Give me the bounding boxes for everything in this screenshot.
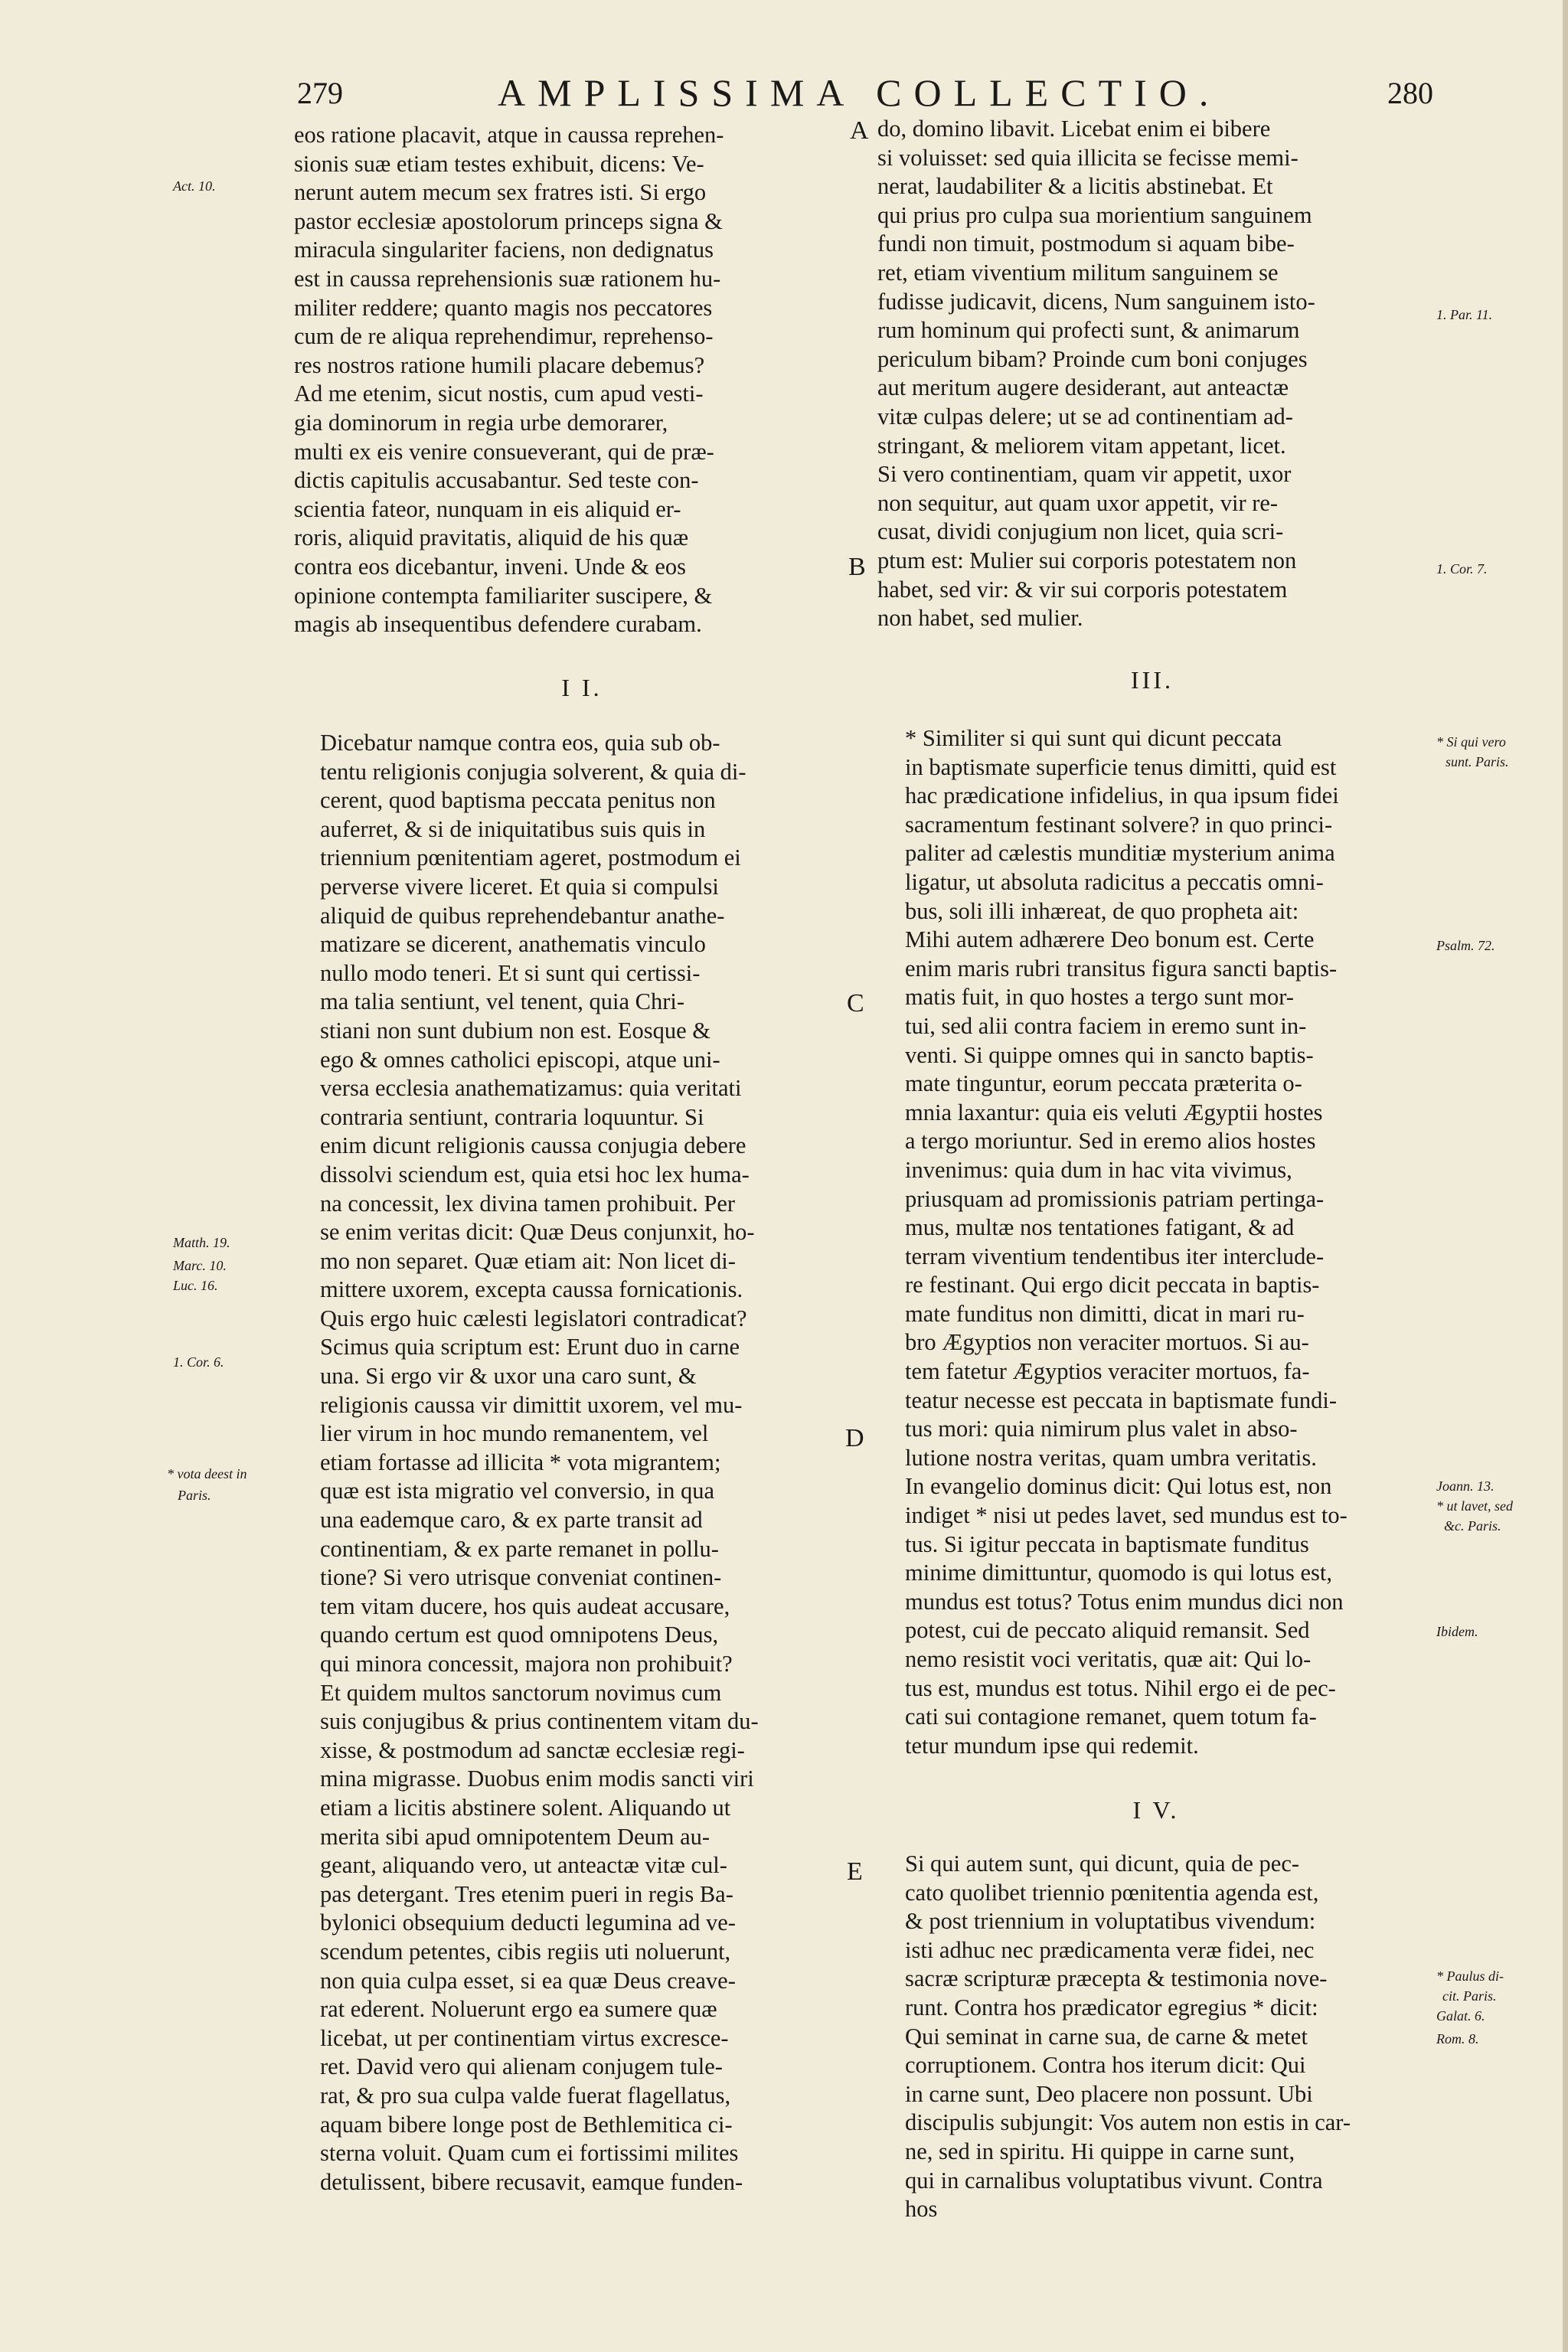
right-column-section-iv (877, 1850, 1435, 2224)
text-line: a tergo moriuntur. Sed in eremo alios hostes (905, 1128, 1316, 1155)
text-line: gia dominorum in regia urbe demorarer, (294, 409, 668, 436)
text-line: mundus est totus? Totus enim mundus dici non (905, 1588, 1344, 1615)
text-line: se enim veritas dicit: Quæ Deus conjunxit, ho- (320, 1219, 755, 1246)
page-number-right: 280 (1387, 76, 1433, 110)
text-line: ptum est: Mulier sui corporis potestatem non (877, 547, 1297, 573)
text-line: bus, soli illi inhæreat, de quo propheta ait: (905, 897, 1299, 924)
margin-note: Matth. 19. (173, 1235, 230, 1250)
text-line: ma talia sentiunt, vel tenent, quia Chri- (320, 988, 685, 1015)
text-line: rat, & pro sua culpa valde fuerat flagellatus, (320, 2082, 731, 2109)
margin-note: * Paulus di- (1436, 1968, 1504, 1984)
text-line: nullo modo teneri. Et si sunt qui certissi- (320, 959, 701, 986)
text-line: roris, aliquid pravitatis, aliquid de his quæ (294, 524, 689, 551)
text-line: tetur mundum ipse qui redemit. (905, 1732, 1199, 1759)
text-line: Si qui autem sunt, qui dicunt, quia de pec- (905, 1851, 1300, 1877)
margin-note: * Si qui vero (1436, 734, 1506, 750)
text-line: hac prædicatione infidelius, in qua ipsum fidei (905, 782, 1339, 809)
text-line: Ad me etenim, sicut nostis, cum apud vesti- (294, 381, 704, 407)
text-line: ne, sed in spiritu. Hi quippe in carne sunt, (905, 2138, 1295, 2164)
text-line: perverse vivere liceret. Et quia si compulsi (320, 873, 719, 900)
text-line: qui prius pro culpa sua morientium sanguinem (877, 201, 1312, 228)
margin-note: Act. 10. (173, 178, 216, 194)
text-line: Scimus quia scriptum est: Erunt duo in carne (320, 1334, 740, 1361)
paragraph (292, 729, 848, 2197)
text-line: matis fuit, in quo hostes a tergo sunt mor- (905, 984, 1294, 1011)
text-line: enim dicunt religionis caussa conjugia debere (320, 1132, 746, 1159)
text-line: & post triennium in voluptatibus vivendum: (905, 1908, 1316, 1935)
text-line: rat ederent. Noluerunt ergo ea sumere quæ (320, 1996, 717, 2023)
text-line: merita sibi apud omnipotentem Deum au- (320, 1823, 710, 1850)
text-line: una eademque caro, & ex parte transit ad (320, 1507, 703, 1534)
section-marker-d: D (845, 1424, 864, 1452)
text-line: mate tinguntur, eorum peccata præterita o- (905, 1070, 1302, 1097)
text-line: xisse, & postmodum ad sanctæ ecclesiæ regi- (320, 1736, 745, 1763)
text-line: contraria sentiunt, contraria loquuntur. Si (320, 1103, 704, 1130)
margin-note: Rom. 8. (1436, 2031, 1479, 2047)
text-line: in baptismate superficie tenus dimitti, quid est (905, 753, 1337, 780)
margin-note: Joann. 13. (1436, 1478, 1494, 1494)
text-line: in carne sunt, Deo placere non possunt. Ubi (905, 2080, 1313, 2107)
paragraph (877, 1850, 1435, 2224)
text-line: do, domino libavit. Licebat enim ei bibere (877, 116, 1271, 142)
text-line: Mihi autem adhærere Deo bonum est. Certe (905, 926, 1315, 953)
text-line: etiam a licitis abstinere solent. Aliquando ut (320, 1794, 731, 1821)
text-line: qui minora concessit, majora non prohibuit? (320, 1651, 733, 1677)
paragraph (877, 115, 1435, 633)
text-line: tione? Si vero utrisque conveniat continen- (320, 1564, 722, 1591)
text-line: tui, sed alii contra faciem in eremo sunt in- (905, 1012, 1307, 1039)
margin-note: Luc. 16. (173, 1278, 218, 1293)
text-line: opinione contempta familiariter suscipere, & (294, 582, 713, 609)
section-heading-iii: III. (1131, 666, 1174, 694)
text-line: pas detergant. Tres etenim pueri in regis Ba- (320, 1880, 733, 1907)
text-line: aliquid de quibus reprehendebantur anathe- (320, 902, 725, 929)
text-line: Qui seminat in carne sua, de carne & metet (905, 2023, 1308, 2050)
text-line: indiget * nisi ut pedes lavet, sed mundus est to- (905, 1502, 1348, 1529)
section-marker-e: E (847, 1857, 863, 1886)
text-line: runt. Contra hos prædicator egregius * dicit: (905, 1994, 1318, 2020)
margin-note: Galat. 6. (1436, 2008, 1485, 2024)
right-column-section-iii (877, 724, 1435, 1760)
text-line: mate funditus non dimitti, dicat in mari ru- (905, 1300, 1305, 1327)
text-line: triennium pœnitentiam ageret, postmodum ei (320, 844, 741, 871)
text-line: Et quidem multos sanctorum novimus cum (320, 1679, 722, 1706)
text-line: na concessit, lex divina tamen prohibuit. Per (320, 1190, 736, 1217)
text-line: rum hominum qui profecti sunt, & animarum (877, 317, 1300, 344)
text-line: quando certum est quod omnipotens Deus, (320, 1622, 719, 1648)
text-line: una. Si ergo vir & uxor una caro sunt, & (320, 1363, 697, 1390)
page-edge (1563, 0, 1568, 2352)
running-title: AMPLISSIMA COLLECTIO. (498, 71, 1221, 114)
text-line: suis conjugibus & prius continentem vitam du- (320, 1708, 759, 1735)
text-line: tus. Si igitur peccata in baptismate funditus (905, 1530, 1309, 1557)
text-line: matizare se dicerent, anathematis vinculo (320, 931, 706, 958)
text-line: aut meritum augere desiderant, aut anteactæ (877, 374, 1289, 401)
text-line: stiani non sunt dubium non est. Eosque & (320, 1017, 711, 1044)
text-line: In evangelio dominus dicit: Qui lotus est, non (905, 1473, 1332, 1500)
text-line: tus mori: quia nimirum plus valet in abso- (905, 1416, 1298, 1442)
text-line: cerent, quod baptisma peccata penitus non (320, 787, 716, 814)
text-line: est in caussa reprehensionis suæ rationem hu- (294, 265, 721, 292)
text-line: sionis suæ etiam testes exhibuit, dicens: Ve- (294, 150, 704, 177)
margin-note: Psalm. 72. (1436, 938, 1495, 953)
text-line: nerunt autem mecum sex fratres isti. Si ergo (294, 179, 707, 206)
text-line: re festinant. Qui ergo dicit peccata in baptis- (905, 1272, 1320, 1298)
section-marker-a: A (850, 116, 869, 145)
text-line: mo non separet. Quæ etiam ait: Non licet di- (320, 1247, 736, 1274)
text-line: hos (905, 2196, 938, 2223)
margin-note: sunt. Paris. (1446, 754, 1509, 769)
margin-note: * vota deest in (167, 1466, 247, 1481)
margin-note: Paris. (178, 1488, 211, 1503)
text-line: non habet, sed mulier. (877, 605, 1083, 632)
text-line: geant, aliquando vero, ut anteactæ vitæ cul- (320, 1852, 727, 1879)
text-line: non sequitur, aut quam uxor appetit, vir re- (877, 489, 1279, 516)
right-column-top (877, 115, 1435, 633)
text-line: cati sui contagione remanet, quem totum fa- (905, 1704, 1317, 1730)
margin-note: 1. Cor. 7. (1436, 561, 1488, 577)
text-line: enim maris rubri transitus figura sancti baptis- (905, 955, 1338, 982)
text-line: Si vero continentiam, quam vir appetit, uxor (877, 461, 1292, 488)
text-line: lutione nostra veritas, quam umbra veritatis. (905, 1444, 1317, 1471)
text-line: tus est, mundus est totus. Nihil ergo ei de pec- (905, 1674, 1336, 1701)
section-heading-iv: I V. (1132, 1796, 1180, 1824)
text-line: dissolvi sciendum est, quia etsi hoc lex huma- (320, 1161, 750, 1187)
text-line: licebat, ut per continentiam virtus excresce- (320, 2024, 729, 2051)
margin-note: &c. Paris. (1444, 1518, 1501, 1534)
page-number-left: 279 (297, 76, 343, 110)
text-line: fudisse judicavit, dicens, Num sanguinem isto- (877, 288, 1315, 315)
text-line: sacræ scripturæ præcepta & testimonia nove- (905, 1965, 1328, 1992)
text-line: quæ est ista migratio vel conversio, in qua (320, 1478, 715, 1504)
text-line: dictis capitulis accusabantur. Sed teste con- (294, 467, 699, 494)
margin-note: * ut lavet, sed (1436, 1498, 1513, 1514)
text-line: scendum petentes, cibis regiis uti noluerunt, (320, 1938, 731, 1965)
text-line: bro Ægyptios non veraciter mortuos. Si au- (905, 1329, 1309, 1356)
text-line: mina migrasse. Duobus enim modis sancti viri (320, 1766, 754, 1792)
section-marker-b: B (848, 553, 866, 581)
text-line: contra eos dicebantur, inveni. Unde & eos (294, 553, 687, 580)
text-line: terram viventium tendentibus iter interclude- (905, 1243, 1325, 1269)
margin-note: 1. Par. 11. (1436, 307, 1493, 322)
text-line: qui in carnalibus voluptatibus vivunt. Contra (905, 2167, 1323, 2194)
margin-note: 1. Cor. 6. (173, 1354, 224, 1370)
text-line: discipulis subjungit: Vos autem non estis in car- (905, 2109, 1351, 2136)
text-line: * Similiter si qui sunt qui dicunt peccata (905, 725, 1282, 751)
text-line: ret, etiam viventium militum sanguinem se (877, 259, 1279, 286)
text-line: habet, sed vir: & vir sui corporis potestatem (877, 576, 1288, 603)
margin-note: Ibidem. (1436, 1624, 1478, 1639)
text-line: aquam bibere longe post de Bethlemitica ci- (320, 2111, 733, 2138)
text-line: Dicebatur namque contra eos, quia sub ob- (320, 730, 720, 756)
text-line: periculum bibam? Proinde cum boni conjuges (877, 345, 1308, 372)
text-line: miracula singulariter faciens, non dedignatus (294, 237, 714, 263)
text-line: teatur necesse est peccata in baptismate fundi- (905, 1387, 1337, 1413)
text-line: mittere uxorem, excepta caussa fornicationis. (320, 1276, 743, 1303)
text-line: nerat, laudabiliter & a licitis abstinebat. Et (877, 173, 1273, 200)
paragraph (294, 121, 845, 639)
text-line: non quia culpa esset, si ea quæ Deus creave- (320, 1967, 736, 1994)
text-line: cusat, dividi conjugium non licet, quia scri- (877, 518, 1284, 545)
text-line: tentu religionis conjugia solverent, & quia di- (320, 758, 746, 785)
section-marker-c: C (847, 989, 864, 1018)
paragraph (877, 724, 1435, 1760)
text-line: stringant, & meliorem vitam appetant, licet. (877, 432, 1286, 459)
text-line: tem vitam ducere, hos quis audeat accusare, (320, 1592, 730, 1619)
text-line: si voluisset: sed quia illicita se fecisse memi- (877, 144, 1298, 171)
text-line: Quis ergo huic cælesti legislatori contradicat? (320, 1305, 747, 1331)
text-line: continentiam, & ex parte remanet in pollu- (320, 1535, 719, 1562)
text-line: cato quolibet triennio pœnitentia agenda est, (905, 1879, 1319, 1906)
text-line: tem fatetur Ægyptios veraciter mortuos, fa- (905, 1358, 1310, 1385)
text-line: pastor ecclesiæ apostolorum princeps signa & (294, 207, 723, 234)
text-line: detulissent, bibere recusavit, eamque funden- (320, 2168, 743, 2195)
text-line: ligatur, ut absoluta radicitus a peccatis omni- (905, 868, 1324, 895)
text-line: res nostros ratione humili placare debemus? (294, 351, 705, 378)
text-line: lier virum in hoc mundo remanentem, vel (320, 1420, 709, 1447)
text-line: militer reddere; quanto magis nos peccatores (294, 294, 713, 321)
left-column-section-ii (292, 729, 848, 2197)
text-line: priusquam ad promissionis patriam pertinga- (905, 1185, 1325, 1212)
text-line: mnia laxantur: quia eis veluti Ægyptii hostes (905, 1099, 1323, 1125)
text-line: vitæ culpas delere; ut se ad continentiam ad- (877, 403, 1293, 430)
text-line: sterna voluit. Quam cum ei fortissimi milites (320, 2140, 739, 2167)
text-line: nemo resistit voci veritatis, quæ ait: Qui lo- (905, 1646, 1312, 1672)
text-line: auferret, & si de iniquitatibus suis quis in (320, 815, 706, 842)
text-line: cum de re aliqua reprehendimur, reprehenso- (294, 323, 714, 350)
text-line: eos ratione placavit, atque in caussa reprehen- (294, 122, 724, 148)
text-line: religionis caussa vir dimittit uxorem, vel mu- (320, 1391, 743, 1418)
text-line: etiam fortasse ad illicita * vota migrantem; (320, 1449, 721, 1475)
running-header (0, 71, 1568, 121)
text-line: magis ab insequentibus defendere curabam. (294, 611, 702, 638)
text-line: minime dimittuntur, quomodo is qui lotus est, (905, 1560, 1332, 1586)
text-line: versa ecclesia anathematizamus: quia veritati (320, 1075, 742, 1102)
text-line: mus, multæ nos tentationes fatigant, & ad (905, 1214, 1295, 1241)
text-line: venti. Si quippe omnes qui in sancto baptis- (905, 1041, 1314, 1068)
text-line: scientia fateor, nunquam in eis aliquid er- (294, 495, 681, 522)
text-line: sacramentum festinant solvere? in quo princi- (905, 811, 1333, 838)
text-line: potest, cui de peccato aliquid remansit. Sed (905, 1617, 1310, 1644)
text-line: ego & omnes catholici episcopi, atque uni- (320, 1046, 720, 1073)
text-line: fundi non timuit, postmodum si aquam bibe- (877, 230, 1295, 257)
section-heading-ii: I I. (561, 674, 603, 701)
margin-note: Marc. 10. (173, 1258, 227, 1273)
text-line: multi ex eis venire consueverant, qui de præ- (294, 438, 714, 465)
text-line: bylonici obsequium deducti legumina ad ve- (320, 1909, 736, 1936)
text-line: invenimus: quia dum in hac vita vivimus, (905, 1156, 1292, 1183)
margin-note: cit. Paris. (1442, 1988, 1497, 2004)
text-line: corruptionem. Contra hos iterum dicit: Qui (905, 2052, 1306, 2079)
text-line: paliter ad cælestis munditiæ mysterium anima (905, 840, 1335, 867)
text-line: isti adhuc nec prædicamenta veræ fidei, nec (905, 1936, 1315, 1963)
text-line: ret. David vero qui alienam conjugem tule- (320, 2053, 723, 2080)
left-column-top (294, 121, 845, 639)
